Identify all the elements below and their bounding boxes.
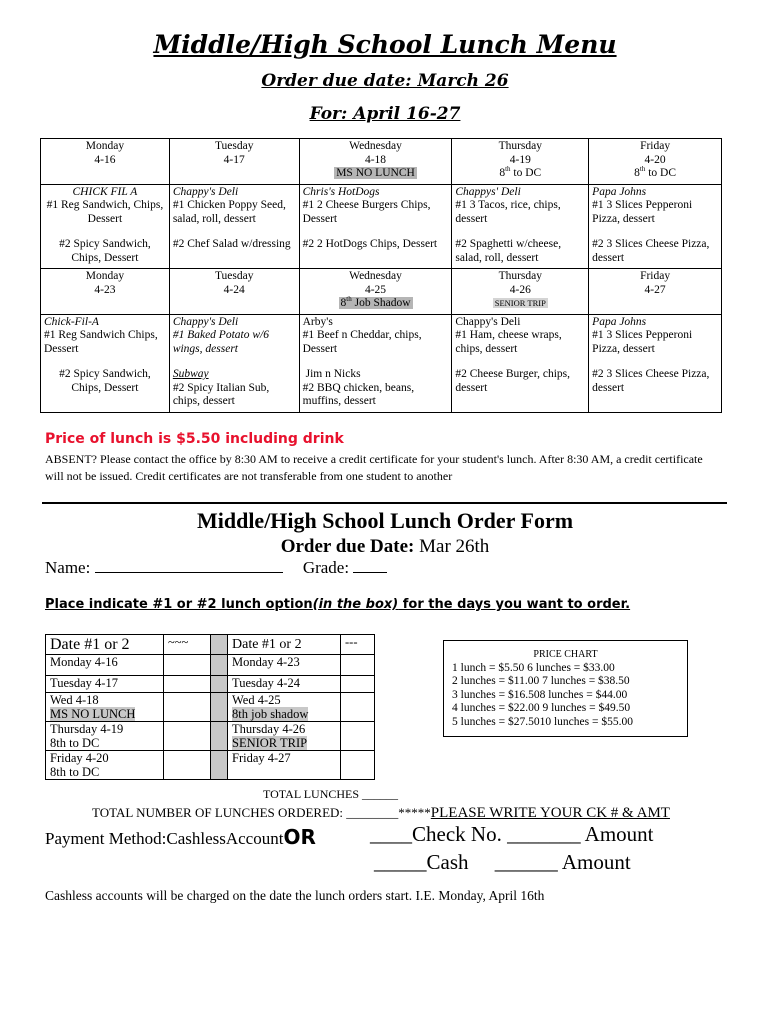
order-row [46,722,375,751]
absent-notice: ABSENT? Please contact the office by 8:30 AM to receive a credit certificate for your student's lunch. After 8:30 AM, a credit certificate will not be issued. Credit certificates are not transferable from one student to another [45,452,703,483]
order-divider [211,655,228,676]
day-date: 4-20 [644,153,666,166]
order-day-note: 8th job shadow [232,707,309,721]
order-divider [211,676,228,693]
order-row [46,693,375,722]
order-choice-box[interactable] [341,751,375,780]
order-form-title: Middle/High School Lunch Order Form [196,508,574,533]
menu-cell [299,314,452,412]
vendor-name: Arby's [302,315,333,328]
vendor-name: CHICK FIL A [72,185,138,198]
vendor-name: Chris's HotDogs [302,185,380,198]
menu-option-1: #1 Reg Sandwich Chips, Dessert [44,329,158,355]
order-day-label: Friday 4-27 [232,751,291,765]
week2-header-row [41,269,722,315]
order-divider [211,722,228,751]
day-note: SENIOR TRIP [494,298,546,308]
order-divider [211,751,228,780]
day-note: MS NO LUNCH [336,167,415,179]
order-choice-box[interactable] [341,693,375,722]
order-divider [211,635,228,655]
order-header-left: Date #1 or 2 [46,635,164,655]
order-day-label: Wed 4-25 [232,693,281,707]
order-day-label: Monday 4-23 [232,655,300,669]
menu-option-1: #1 3 Slices Pepperoni Pizza, dessert [592,329,693,355]
menu-option-1: #1 Reg Sandwich, Chips, Dessert [46,199,164,225]
order-day-label: Friday 4-20 [50,751,109,765]
menu-option-2: #2 Spaghetti w/cheese, salad, roll, dessert [455,238,562,264]
price-notice: Price of lunch is $5.50 including drink [45,431,344,447]
menu-option-1: #1 Beef n Cheddar, chips, Dessert [302,329,422,355]
order-choice-box[interactable] [341,655,375,676]
day-name: Friday [640,270,671,282]
menu-cell [41,184,170,269]
menu-option-2: #2 3 Slices Cheese Pizza, dessert [592,238,710,264]
menu-option-2: #2 3 Slices Cheese Pizza, dessert [592,368,710,394]
day-date: 4-18 [364,153,387,166]
day-note: 8th to DC [499,165,542,179]
day-header [452,269,589,315]
order-table [45,634,375,780]
page-title: Middle/High School Lunch Menu [153,30,617,59]
menu-cell [169,314,299,412]
order-row [46,655,375,676]
vendor-name: Papa Johns [592,185,647,198]
total-number-field[interactable]: TOTAL NUMBER OF LUNCHES ORDERED: ________***** [92,805,431,820]
day-date: 4-24 [223,283,245,296]
menu-option-2: #2 Spicy Italian Sub, chips, dessert [172,381,270,407]
menu-option-1: #1 2 Cheese Burgers Chips, Dessert [302,199,431,225]
name-field[interactable] [95,559,283,573]
grade-field[interactable] [353,559,387,573]
menu-option-1: #1 Chicken Poppy Seed, salad, roll, dessert [172,199,286,225]
order-divider [211,693,228,722]
day-date: 4-17 [223,153,245,166]
order-day-note: SENIOR TRIP [232,736,308,750]
total-lunches-field[interactable]: TOTAL LUNCHES ______ [263,787,399,801]
menu-option-2: #2 Chef Salad w/dressing [172,238,291,250]
order-day-note: 8th to DC [50,765,100,779]
lunch-menu-table [40,138,722,413]
vendor-name: Chappys' Deli [455,185,521,198]
day-header [41,269,170,315]
vendor-name: Subway [172,368,209,380]
price-chart-line: 5 lunches = $27.5010 lunches = $55.00 [452,715,633,728]
day-date: 4-19 [509,153,531,166]
menu-cell [452,314,589,412]
order-choice-box[interactable] [164,693,211,722]
price-chart-title: PRICE CHART [533,649,598,660]
week2-menu-row [41,314,722,412]
day-header [41,139,170,185]
order-day-label: Wed 4-18 [50,693,99,707]
order-row [46,751,375,780]
day-header [299,269,452,315]
day-name: Wednesday [349,140,402,152]
menu-option-2: #2 Cheese Burger, chips, dessert [455,368,571,394]
name-label: Name: [45,558,95,577]
order-form-due: Order due Date: Mar 26th [280,536,490,557]
menu-cell [299,184,452,269]
order-day-label: Thursday 4-26 [232,722,306,736]
day-header [169,139,299,185]
order-choice-box[interactable] [164,655,211,676]
day-date: 4-27 [644,283,666,296]
day-note: 8th to DC [634,165,677,179]
price-chart-line: 3 lunches = $16.508 lunches = $44.00 [452,688,628,701]
vendor-name: Chappy's Deli [172,315,239,328]
day-name: Monday [85,270,125,282]
menu-cell [589,184,722,269]
order-choice-box[interactable] [164,676,211,693]
day-header [452,139,589,185]
order-day-note: 8th to DC [50,736,100,750]
name-grade-line [45,558,387,578]
menu-option-1: #1 Baked Potato w/6 wings, dessert [172,329,269,355]
menu-cell [41,314,170,412]
vendor-name: Chick-Fil-A [44,315,99,328]
day-date: 4-25 [364,283,387,296]
payment-method-label: Payment Method:CashlessAccount [45,829,284,848]
day-name: Tuesday [214,270,254,282]
please-write-note: PLEASE WRITE YOUR CK # & AMT [430,805,670,821]
menu-option-1: #1 3 Slices Pepperoni Pizza, dessert [592,199,693,225]
order-day-label: Tuesday 4-17 [50,676,118,690]
day-name: Wednesday [349,270,402,282]
day-header [589,139,722,185]
order-choice-box[interactable] [164,722,211,751]
day-header [169,269,299,315]
day-header [299,139,452,185]
order-choice-box[interactable] [341,722,375,751]
order-header-mark: --- [341,635,375,655]
day-header [589,269,722,315]
order-choice-box[interactable] [341,676,375,693]
day-date: 4-26 [509,283,531,296]
order-table-header [46,635,375,655]
payment-method [45,825,316,849]
order-day-label: Tuesday 4-24 [232,676,300,690]
price-chart [443,640,688,737]
order-row [46,676,375,693]
price-chart-line: 1 lunch = $5.50 6 lunches = $33.00 [452,661,615,674]
day-note: 8th Job Shadow [340,295,411,309]
order-due-date: Order due date: March 26 [261,71,509,91]
order-day-label: Monday 4-16 [50,655,118,669]
order-header-mark: ~~~ [164,635,211,655]
order-day-note: MS NO LUNCH [50,707,136,721]
section-divider [42,502,727,504]
week1-menu-row [41,184,722,269]
week1-header-row [41,139,722,185]
cashless-note: Cashless accounts will be charged on the date the lunch orders start. I.E. Monday, April 16th [45,888,545,903]
menu-option-2: #2 2 HotDogs Chips, Dessert [302,238,438,250]
menu-option-1: #1 Ham, cheese wraps, chips, dessert [455,329,562,355]
grade-label: Grade: [302,558,354,577]
vendor-name: Jim n Nicks [305,368,361,380]
menu-cell [452,184,589,269]
check-line[interactable]: ____Check No. _______ Amount [370,822,654,846]
menu-option-2: #2 Spicy Sandwich, Chips, Dessert [59,238,151,264]
vendor-name: Chappy's Deli [172,185,239,198]
order-instructions: Place indicate #1 or #2 lunch option(in the box) for the days you want to order. [45,597,631,612]
menu-cell [589,314,722,412]
day-name: Friday [640,140,671,152]
day-name: Tuesday [214,140,254,152]
vendor-name: Chappy's Deli [455,315,521,328]
order-header-right: Date #1 or 2 [228,635,341,655]
day-name: Thursday [498,140,542,152]
menu-cell [169,184,299,269]
day-date: 4-16 [94,153,116,166]
price-chart-line: 4 lunches = $22.00 9 lunches = $49.50 [452,702,631,714]
day-date: 4-23 [94,283,116,296]
order-choice-box[interactable] [164,751,211,780]
vendor-name: Papa Johns [592,315,647,328]
menu-option-2: #2 Spicy Sandwich, Chips, Dessert [59,368,151,394]
total-number-line [92,805,670,822]
cash-line[interactable]: _____Cash ______ Amount [374,850,631,874]
menu-option-1: #1 3 Tacos, rice, chips, dessert [455,199,561,225]
day-name: Thursday [498,270,542,282]
or-word: OR [283,825,316,849]
price-chart-line: 2 lunches = $11.00 7 lunches = $38.50 [452,675,630,687]
order-day-label: Thursday 4-19 [50,722,124,736]
day-name: Monday [85,140,125,152]
menu-option-2: #2 BBQ chicken, beans, muffins, dessert [302,381,415,407]
menu-dates: For: April 16-27 [309,104,461,124]
